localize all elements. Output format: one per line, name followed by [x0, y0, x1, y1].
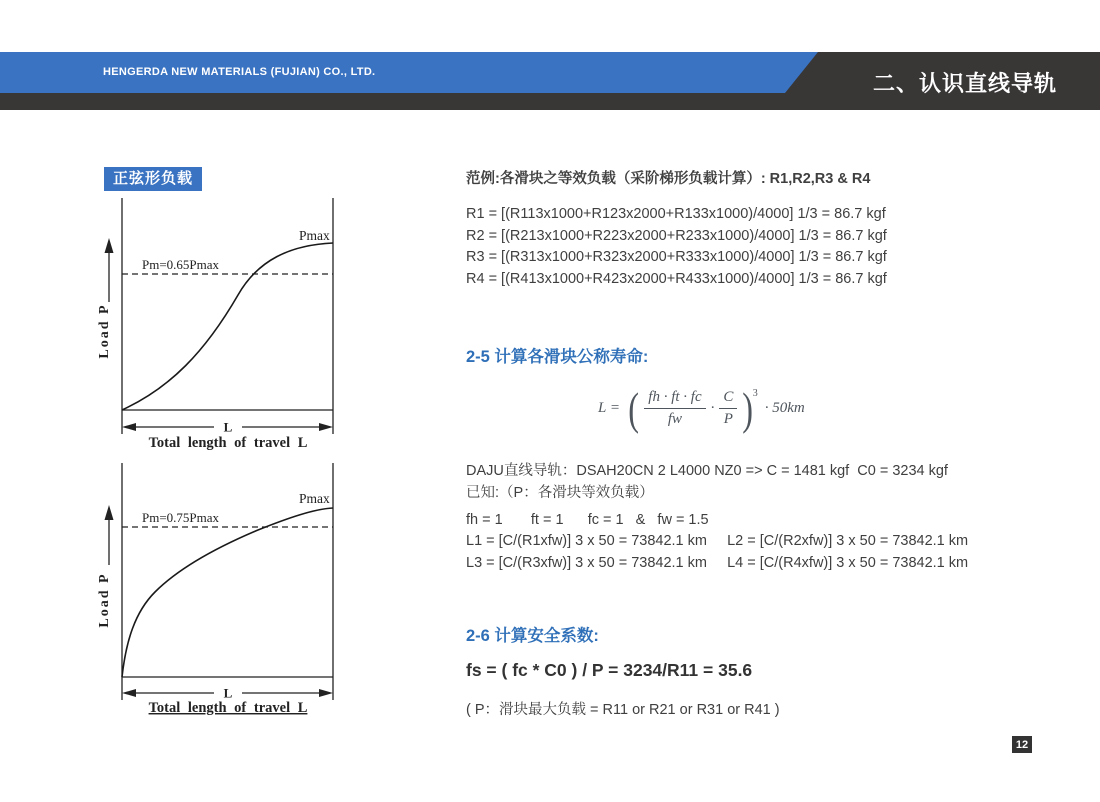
load-type-label: 正弦形负载 [104, 167, 202, 191]
nominal-life-formula [598, 383, 805, 434]
section-2-6-heading: 2-6 计算安全系数: [466, 627, 599, 645]
max-load-note-line: ( P：滑块最大负载 = R11 or R21 or R31 or R41 ) [466, 702, 780, 718]
load-chart-sine-2 [80, 450, 360, 725]
formula-tail: · 50km [764, 400, 805, 417]
chart1-pm-label: Pm=0.65Pmax [142, 257, 220, 272]
formula-close-paren: ) [742, 383, 754, 434]
chart2-y-axis-label: Load P [97, 572, 112, 628]
rail-spec-line: DAJU直线导轨：DSAH20CN 2 L4000 NZ0 => C = 1481 kgf C0 = 3234 kgf [466, 463, 948, 479]
formula-fraction-factors [644, 389, 705, 428]
formula-exponent: 3 [752, 388, 758, 399]
chart2-dim-arrow-left-icon [122, 689, 136, 697]
formula-dot: · [710, 400, 715, 417]
chart2-dim-arrow-right-icon [319, 689, 333, 697]
example-heading: 范例:各滑块之等效负载（采阶梯形负载计算）: R1,R2,R3 & R4 [466, 171, 871, 187]
chart2-load-curve [122, 508, 333, 677]
chart1-dim-arrow-left-icon [122, 423, 136, 431]
page-number-badge: 12 [1012, 736, 1032, 753]
load-chart-sine-1 [80, 190, 360, 460]
known-condition-line: 已知:（P：各滑块等效负载） [466, 485, 654, 501]
factors-line: fh = 1 ft = 1 fc = 1 & fw = 1.5 [466, 512, 709, 528]
formula-denominator-fw: fw [667, 411, 683, 428]
chart2-axis-arrow-icon [105, 505, 114, 520]
formula-lhs: L = [598, 400, 620, 417]
equivalent-load-line-r3: R3 = [(R313x1000+R323x2000+R333x1000)/4000] 1/3 = 86.7 kgf [466, 249, 887, 265]
chart1-y-axis-label: Load P [97, 303, 112, 359]
equivalent-load-line-r1: R1 = [(R113x1000+R123x2000+R133x1000)/4000] 1/3 = 86.7 kgf [466, 206, 886, 222]
section-title: 二、认识直线导轨 [872, 71, 1057, 96]
safety-factor-line: fs = ( fc * C0 ) / P = 3234/R11 = 35.6 [466, 660, 753, 680]
formula-numerator-c: C [719, 389, 737, 409]
formula-fraction-cp [719, 389, 737, 428]
formula-numerator-factors: fh · ft · fc [644, 389, 705, 409]
chart1-dim-arrow-right-icon [319, 423, 333, 431]
life-line-l3-l4: L3 = [C/(R3xfw)] 3 x 50 = 73842.1 km L4 = [C/(R4xfw)] 3 x 50 = 73842.1 km [466, 555, 969, 571]
chart1-caption: Total length of travel L [148, 435, 308, 451]
chart1-axis-arrow-icon [105, 238, 114, 253]
company-name: HENGERDA NEW MATERIALS (FUJIAN) CO., LTD. [103, 66, 376, 78]
chart2-pmax-label: Pmax [299, 491, 330, 506]
formula-denominator-p: P [723, 411, 733, 428]
chart2-pm-label: Pm=0.75Pmax [142, 510, 220, 525]
chart2-caption: Total length of travel L [148, 700, 308, 716]
chart1-dim-label: L [223, 419, 233, 435]
section-2-5-heading: 2-5 计算各滑块公称寿命: [466, 348, 649, 366]
chart1-pmax-label: Pmax [299, 228, 330, 243]
chart2-dim-label: L [223, 685, 233, 701]
equivalent-load-line-r4: R4 = [(R413x1000+R423x2000+R433x1000)/4000] 1/3 = 86.7 kgf [466, 271, 887, 287]
equivalent-load-line-r2: R2 = [(R213x1000+R223x2000+R233x1000)/4000] 1/3 = 86.7 kgf [466, 228, 887, 244]
formula-open-paren: ( [628, 383, 639, 434]
life-line-l1-l2: L1 = [C/(R1xfw)] 3 x 50 = 73842.1 km L2 = [C/(R2xfw)] 3 x 50 = 73842.1 km [466, 533, 969, 549]
